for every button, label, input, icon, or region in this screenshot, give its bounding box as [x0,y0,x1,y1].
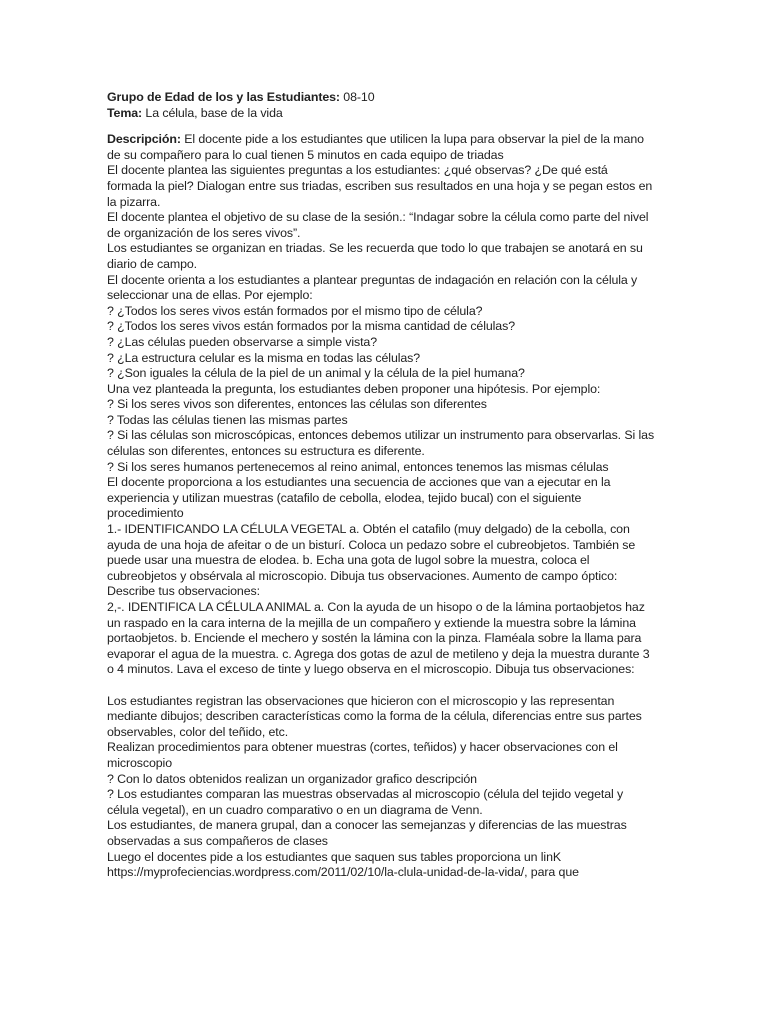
paragraph: ? Con lo datos obtenidos realizan un organizador grafico descripción [107,771,477,786]
paragraph: Los estudiantes registran las observaciones que hicieron con el microscopio y las representan mediante dibujos; describen características como la forma de la célula, diferencias entre sus partes observables, color del teñido, etc. [107,693,642,739]
spacer [107,121,655,132]
hypothesis-item: ? Si los seres vivos son diferentes, entonces las células son diferentes [107,397,487,412]
paragraph: ? Los estudiantes comparan las muestras observadas al microscopio (célula del tejido vegetal y célula vegetal), en un cuadro comparativo o en un diagrama de Venn. [107,787,624,817]
paragraph: El docente plantea el objetivo de su clase de la sesión.: “Indagar sobre la célula como parte del nivel de organización de los seres vivos”. [107,210,649,240]
document-page [107,90,655,881]
question-item: ? ¿Son iguales la célula de la piel de un animal y la célula de la piel humana? [107,366,525,381]
age-group-label: Grupo de Edad de los y las Estudiantes: [107,90,340,104]
hypothesis-item: ? Si los seres humanos pertenecemos al reino animal, entonces tenemos las mismas células [107,459,609,474]
spacer [107,678,655,694]
question-item: ? ¿Las células pueden observarse a simple vista? [107,334,378,349]
description-label: Descripción: [107,132,181,147]
paragraph: El docente proporciona a los estudiantes una secuencia de acciones que van a ejecutar en la experiencia y utilizan muestras (catafilo de cebolla, elodea, tejido bucal) con el siguiente procedimiento [107,475,611,521]
topic-line [107,106,655,122]
question-item: ? ¿La estructura celular es la misma en todas las células? [107,350,421,365]
description-paragraph [107,132,655,163]
hypothesis-item: ? Todas las células tienen las mismas partes [107,412,348,427]
paragraph: Los estudiantes se organizan en triadas. Se les recuerda que todo lo que trabajen se anotará en su diario de campo. [107,241,643,271]
paragraph: El docente plantea las siguientes preguntas a los estudiantes: ¿qué observas? ¿De qué está formada la piel? Dialogan entre sus triadas, escriben sus resultados en una hoja y se pegan estos en la pizarra. [107,163,653,209]
question-item: ? ¿Todos los seres vivos están formados por la misma cantidad de células? [107,319,515,334]
paragraph: El docente orienta a los estudiantes a plantear preguntas de indagación en relación con la célula y seleccionar una de ellas. Por ejemplo: [107,272,638,303]
paragraph: Realizan procedimientos para obtener muestras (cortes, teñidos) y hacer observaciones con el microscopio [107,740,618,770]
age-group-line [107,90,655,106]
paragraph-with-link: Luego el docentes pide a los estudiantes que saquen sus tables proporciona un linK https://myprofeciencias.wordpress.com/2011/02/10/la-clula-unidad-de-la-vida/, para que [107,849,579,880]
description-intro: El docente pide a los estudiantes que utilicen la lupa para observar la piel de la mano de su compañero para lo cual tienen 5 minutos en cada equipo de triadas [107,132,644,162]
procedure-step: 2,-. IDENTIFICA LA CÉLULA ANIMAL a. Con la ayuda de un hisopo o de la lámina portaobjetos haz un raspado en la cara interna de la mejilla de un compañero y extiende la muestra sobre la lámina portaobjetos. b. Enciende el mechero y sostén la lámina con la pinza. Flaméala sobre la llama para evaporar el agua de la muestra. c. Agrega dos gotas de azul de metileno y deja la muestra durante 3 o 4 minutos. Lava el exceso de tinte y luego observa en el microscopio. Dibuja tus observaciones: [107,600,650,677]
procedure-step: 1.- IDENTIFICANDO LA CÉLULA VEGETAL a. Obtén el catafilo (muy delgado) de la cebolla, con ayuda de una hoja de afeitar o de un bisturí. Coloca un pedazo sobre el cubreobjetos. También se puede usar una muestra de elodea. b. Echa una gota de lugol sobre la muestra, coloca el cubreobjetos y obsérvala al microscopio. Dibuja tus observaciones. Aumento de campo óptico: Describe tus observaciones: [107,522,636,599]
paragraph: Los estudiantes, de manera grupal, dan a conocer las semejanzas y diferencias de las muestras observadas a sus compañeros de clases [107,818,627,848]
topic-label: Tema: [107,105,143,120]
hypothesis-item: ? Si las células son microscópicas, entonces debemos utilizar un instrumento para observarlas. Si las células son diferentes, entonces su estructura es diferente. [107,428,655,459]
age-group-value: 08-10 [343,90,375,104]
paragraph: Una vez planteada la pregunta, los estudiantes deben proponer una hipótesis. Por ejemplo: [107,381,601,396]
question-item: ? ¿Todos los seres vivos están formados por el mismo tipo de célula? [107,303,483,318]
topic-value: La célula, base de la vida [145,105,283,120]
